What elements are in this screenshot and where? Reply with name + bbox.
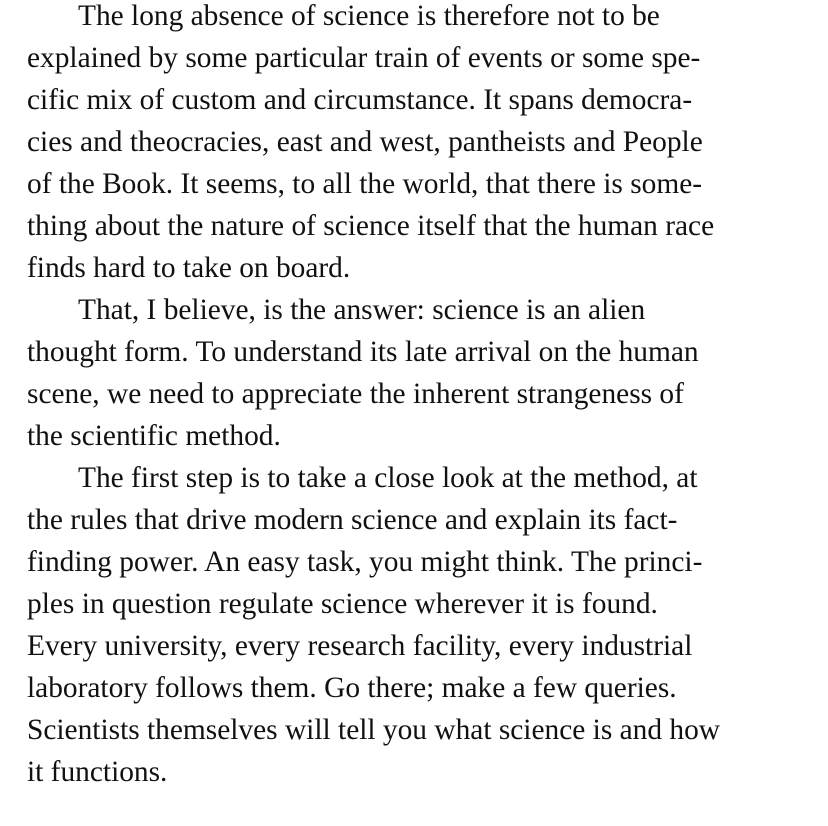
text-line: explained by some particular train of events or some spe- [27, 42, 701, 74]
text-line: The first step is to take a close look at the method, at [78, 462, 698, 494]
text-line: scene, we need to appreciate the inherent strangeness of [27, 378, 684, 410]
text-line: thought form. To understand its late arrival on the human [27, 336, 699, 368]
text-line: finding power. An easy task, you might think. The princi- [27, 546, 703, 578]
text-line: finds hard to take on board. [27, 252, 351, 284]
text-line: Scientists themselves will tell you what science is and how [27, 714, 721, 746]
text-line: the rules that drive modern science and explain its fact- [27, 504, 678, 536]
text-line: cies and theocracies, east and west, pantheists and People [27, 126, 703, 158]
text-line: Every university, every research facility, every industrial [27, 630, 693, 662]
text-line: cific mix of custom and circumstance. It spans democra- [27, 84, 693, 116]
text-line: laboratory follows them. Go there; make a few queries. [27, 672, 677, 704]
text-line: ples in question regulate science wherever it is found. [27, 588, 658, 620]
text-line: of the Book. It seems, to all the world, that there is some- [27, 168, 703, 200]
text-line: The long absence of science is therefore not to be [78, 0, 660, 32]
text-line: That, I believe, is the answer: science is an alien [78, 294, 646, 326]
text-line: thing about the nature of science itself that the human race [27, 210, 715, 242]
text-line: it functions. [27, 756, 168, 788]
text-line: the scientific method. [27, 420, 281, 452]
